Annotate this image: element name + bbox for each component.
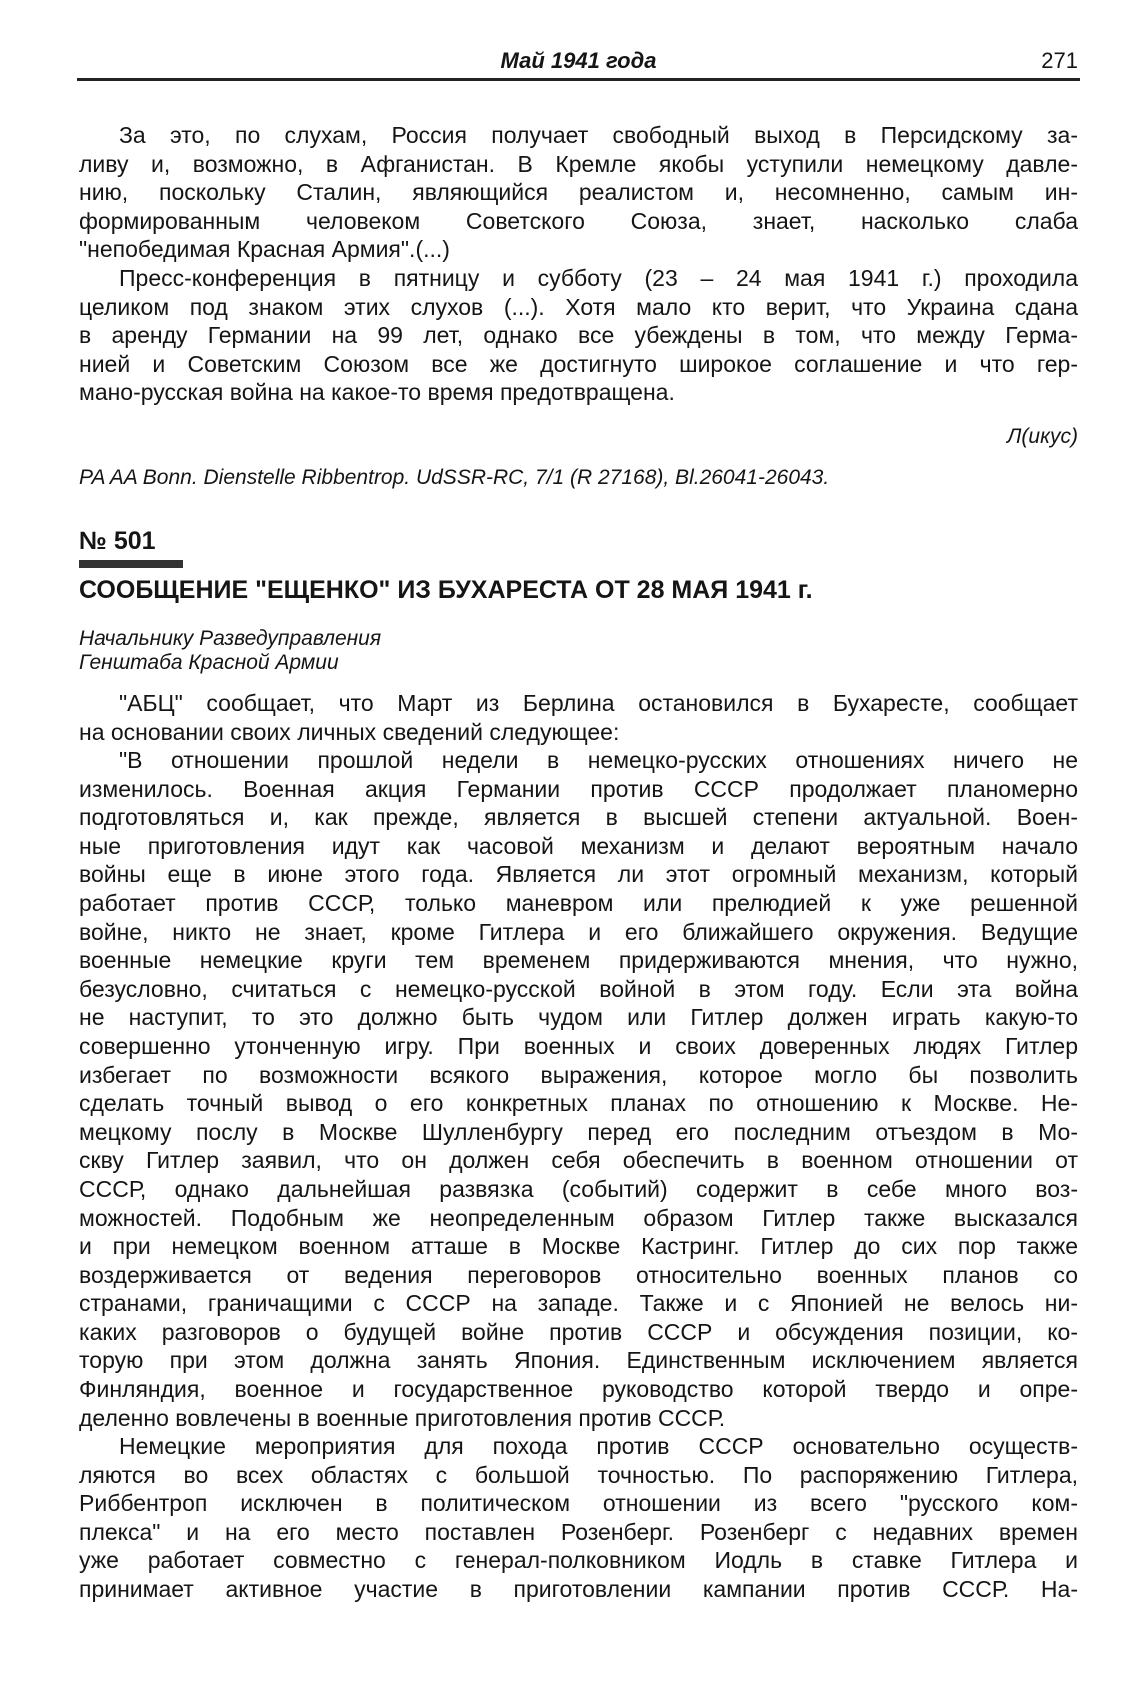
- text-line: За это, по слухам, Россия получает свободный выход в Персидскому за-: [119, 122, 1078, 148]
- text-line: мецкому послу в Москве Шулленбургу перед его последним отъездом в Мо-: [79, 1118, 1078, 1145]
- text-line: формированным человеком Советского Союза, знает, насколько слаба: [79, 207, 1078, 234]
- text-line: ляются во всех областях с большой точностью. По распоряжению Гитлера,: [79, 1461, 1078, 1488]
- header-rule: [77, 78, 1080, 81]
- document-number: № 501: [79, 527, 156, 555]
- text-line: можностей. Подобным же неопределенным образом Гитлер также высказался: [79, 1204, 1078, 1231]
- doc-paragraph-3: [79, 1432, 1078, 1604]
- addressee-line: Начальнику Разведуправления: [79, 627, 382, 650]
- running-header: [79, 48, 1078, 76]
- text-line: работает против СССР, только маневром или прелюдией к уже решенной: [79, 889, 1078, 916]
- text-line: войны еще в июне этого года. Является ли этот огромный механизм, который: [79, 861, 1078, 888]
- text-line: деленно вовлечены в военные приготовления против СССР.: [79, 1404, 726, 1431]
- text-line: "АБЦ" сообщает, что Март из Берлина остановился в Бухаресте, сообщает: [119, 690, 1078, 716]
- text-line: нию, поскольку Сталин, являющийся реалистом и, несомненно, самым ин-: [79, 179, 1078, 206]
- signature: Л(икус): [1007, 425, 1078, 448]
- text-line: Пресс-конференция в пятницу и субботу (23 – 24 мая 1941 г.) проходила: [119, 265, 1078, 291]
- text-line: уже работает совместно с генерал-полковником Иодль в ставке Гитлера и: [79, 1547, 1078, 1574]
- text-line: целиком под знаком этих слухов (...). Хотя мало кто верит, что Украина сдана: [79, 293, 1078, 320]
- text-line: Финляндия, военное и государственное руководство которой твердо и опре-: [79, 1376, 1078, 1403]
- source-citation: PA AA Bonn. Dienstelle Ribbentrop. UdSSR-RC, 7/1 (R 27168), Bl.26041-26043.: [79, 466, 830, 489]
- text-line: странами, граничащими с СССР на западе. Также и с Японией не велось ни-: [79, 1290, 1078, 1317]
- text-line: мано-русская война на какое-то время предотвращена.: [79, 379, 675, 406]
- text-line: не наступит, то это должно быть чудом или Гитлер должен играть какую-то: [79, 1004, 1078, 1031]
- text-line: СССР, однако дальнейшая развязка (событий) содержит в себе много воз-: [79, 1175, 1078, 1202]
- text-line: и при немецком военном атташе в Москве Кастринг. Гитлер до сих пор также: [79, 1233, 1078, 1260]
- text-line: "непобедимая Красная Армия".(...): [79, 236, 450, 263]
- text-line: военные немецкие круги тем временем придерживаются мнения, что нужно,: [79, 947, 1078, 974]
- addressee: [79, 627, 381, 675]
- doc-paragraph-2: [79, 746, 1078, 1432]
- text-line: сделать точный вывод о его конкретных планах по отношению к Москве. Не-: [79, 1090, 1078, 1117]
- text-line: воздерживается от ведения переговоров относительно военных планов со: [79, 1261, 1078, 1288]
- paragraph-2: [79, 264, 1078, 407]
- text-line: избегает по возможности всякого выражения, которое могло бы позволить: [79, 1061, 1078, 1088]
- text-line: плекса" и на его место поставлен Розенберг. Розенберг с недавних времен: [79, 1518, 1078, 1545]
- text-line: скву Гитлер заявил, что он должен себя обеспечить в военном отношении от: [79, 1147, 1078, 1174]
- text-line: нией и Советским Союзом все же достигнуто широкое соглашение и что гер-: [79, 350, 1078, 377]
- text-line: ливу и, возможно, в Афганистан. В Кремле якобы уступили немецкому давле-: [79, 150, 1078, 177]
- text-line: принимает активное участие в приготовлении кампании против СССР. На-: [79, 1575, 1078, 1602]
- text-line: изменилось. Военная акция Германии против СССР продолжает планомерно: [79, 775, 1078, 802]
- text-line: подготовляться и, как прежде, является в высшей степени актуальной. Воен-: [79, 804, 1078, 831]
- document-title: СООБЩЕНИЕ "ЕЩЕНКО" ИЗ БУХАРЕСТА ОТ 28 МАЯ 1941 г.: [79, 576, 813, 604]
- text-line: на основании своих личных сведений следующее:: [79, 718, 620, 745]
- addressee-line: Генштаба Красной Армии: [79, 651, 339, 674]
- text-line: "В отношении прошлой недели в немецко-русских отношениях ничего не: [119, 747, 1078, 773]
- doc-paragraph-1: [79, 689, 1078, 746]
- text-line: Немецкие мероприятия для похода против СССР основательно осуществ-: [119, 1433, 1078, 1459]
- page-number: 271: [1041, 48, 1078, 73]
- number-underline-bar: [79, 560, 183, 568]
- text-line: совершенно утонченную игру. При военных и своих доверенных людях Гитлер: [79, 1032, 1078, 1059]
- text-line: в аренду Германии на 99 лет, однако все убеждены в том, что между Герма-: [79, 322, 1078, 349]
- paragraph-1: [79, 121, 1078, 264]
- text-line: каких разговоров о будущей войне против СССР и обсуждения позиции, ко-: [79, 1318, 1078, 1345]
- text-line: Риббентроп исключен в политическом отношении из всего "русского ком-: [79, 1490, 1078, 1517]
- running-title: Май 1941 года: [500, 48, 657, 73]
- text-line: торую при этом должна занять Япония. Единственным исключением является: [79, 1347, 1078, 1374]
- text-line: безусловно, считаться с немецко-русской войной в этом году. Если эта война: [79, 975, 1078, 1002]
- text-line: войне, никто не знает, кроме Гитлера и его ближайшего окружения. Ведущие: [79, 918, 1078, 945]
- text-line: ные приготовления идут как часовой механизм и делают вероятным начало: [79, 832, 1078, 859]
